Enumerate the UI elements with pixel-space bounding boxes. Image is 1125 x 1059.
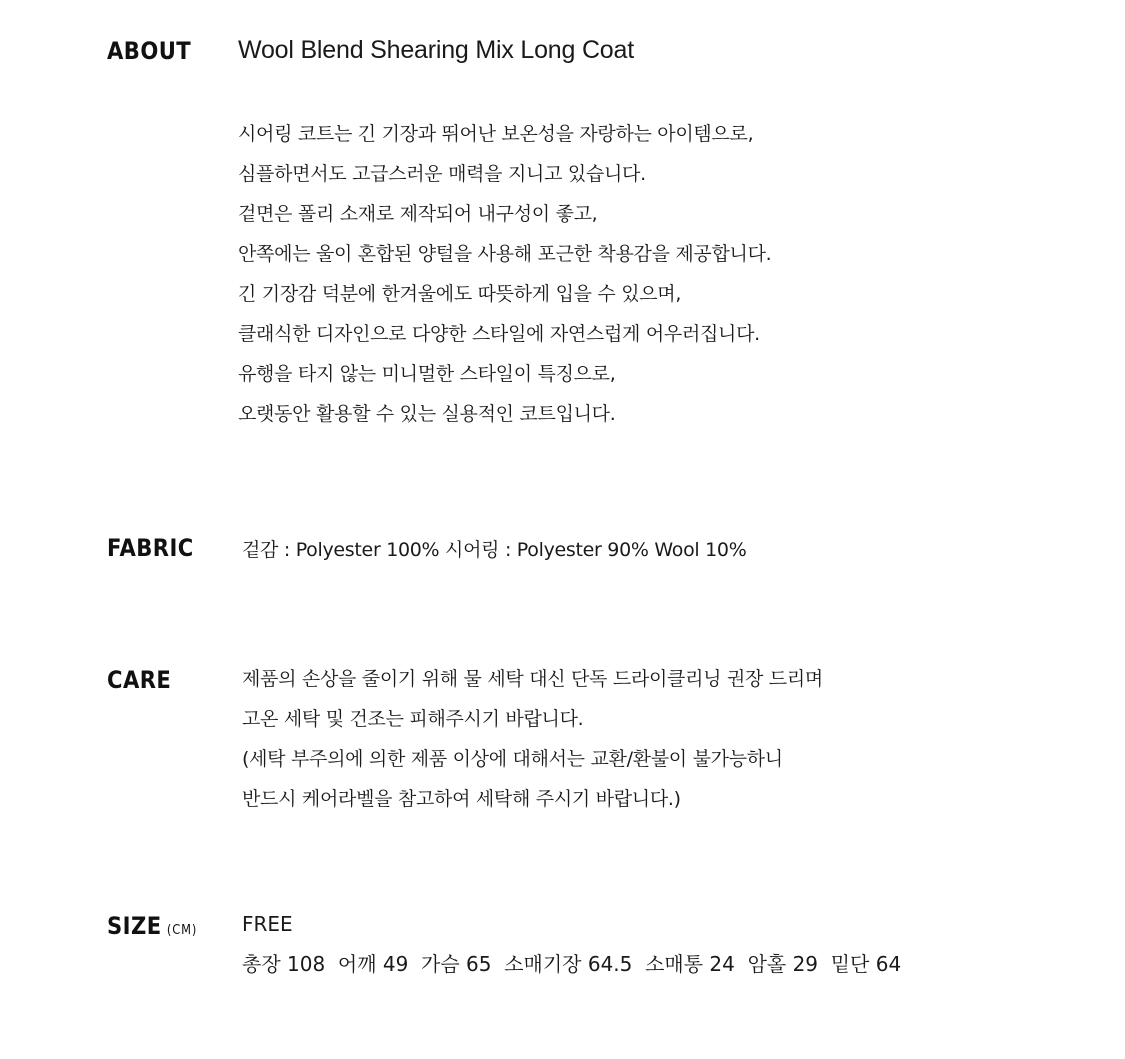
care-line: 제품의 손상을 줄이기 위해 물 세탁 대신 단독 드라이클리닝 권장 드리며 <box>242 668 823 690</box>
fabric-line: 겉감 : Polyester 100% 시어링 : Polyester 90% Wool 10% <box>242 539 747 561</box>
about-line: 긴 기장감 덕분에 한겨울에도 따뜻하게 입을 수 있으며, <box>238 283 682 305</box>
size-details <box>242 904 901 984</box>
care-line: 반드시 케어라벨을 참고하여 세탁해 주시기 바랍니다.) <box>242 788 681 810</box>
care-label: CARE <box>107 666 172 694</box>
about-line: 시어링 코트는 긴 기장과 뛰어난 보온성을 자랑하는 아이템으로, <box>238 123 754 145</box>
size-label <box>107 912 197 940</box>
about-line: 심플하면서도 고급스러운 매력을 지니고 있습니다. <box>238 163 646 185</box>
size-unit: (CM) <box>166 923 198 938</box>
about-line: 유행을 타지 않는 미니멀한 스타일이 특징으로, <box>238 363 616 385</box>
fabric-label: FABRIC <box>107 534 194 562</box>
about-line: 클래식한 디자인으로 다양한 스타일에 자연스럽게 어우러집니다. <box>238 323 760 345</box>
about-description <box>238 114 771 434</box>
about-line: 오랫동안 활용할 수 있는 실용적인 코트입니다. <box>238 403 616 425</box>
fabric-composition <box>242 530 746 570</box>
size-measurements: 총장 108 어깨 49 가슴 65 소매기장 64.5 소매통 24 암홀 29 밑단 64 <box>242 952 902 976</box>
care-line: (세탁 부주의에 의한 제품 이상에 대해서는 교환/환불이 불가능하니 <box>242 748 783 770</box>
about-line: 안쪽에는 울이 혼합된 양털을 사용해 포근한 착용감을 제공합니다. <box>238 243 772 265</box>
size-label-text: SIZE <box>107 912 162 940</box>
size-type: FREE <box>242 912 293 936</box>
product-title: Wool Blend Shearing Mix Long Coat <box>238 36 634 64</box>
about-label: ABOUT <box>107 37 192 65</box>
care-line: 고온 세탁 및 건조는 피해주시기 바랍니다. <box>242 708 584 730</box>
about-line: 겉면은 폴리 소재로 제작되어 내구성이 좋고, <box>238 203 598 225</box>
care-instructions <box>242 659 823 819</box>
